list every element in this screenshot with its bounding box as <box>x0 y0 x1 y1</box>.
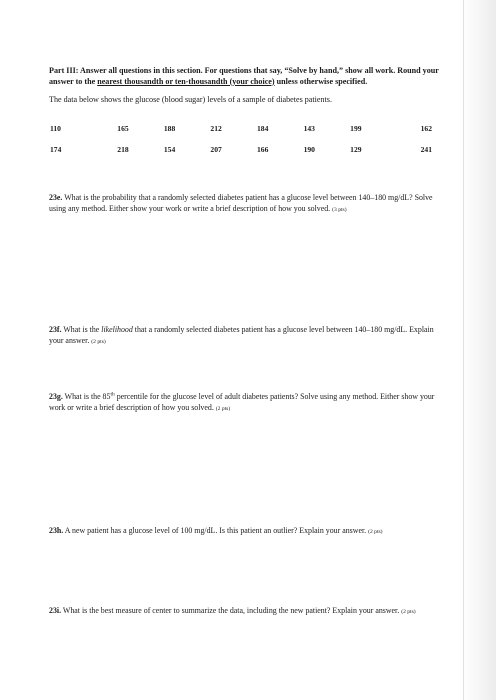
data-cell: 154 <box>163 144 176 154</box>
points-label: (2 pts) <box>91 338 106 345</box>
points-label: (2 pts) <box>368 529 383 535</box>
data-intro: The data below shows the glucose (blood sugar) levels of a sample of diabetes patients. <box>49 95 332 105</box>
data-cell: 241 <box>420 144 432 154</box>
question-23i: 23i. What is the best measure of center to summarize the data, including the new patient? Explain your answer. (2 pts) <box>49 606 416 615</box>
data-row <box>49 118 434 139</box>
instructions: Part III: Answer all questions in this section. For questions that say, “Solve by hand,” show all work. Round your answer to the nearest thousandth or ten-thousandth (your choice) unless otherwise specified. <box>49 66 439 86</box>
data-cell: 143 <box>303 123 315 133</box>
question-number: 23e. <box>49 193 63 202</box>
data-cell: 190 <box>303 144 315 154</box>
data-cell: 166 <box>257 144 269 154</box>
question-number: 23h. <box>49 526 64 535</box>
points-label: (2 pts) <box>401 609 416 615</box>
glucose-data-body <box>49 118 434 160</box>
data-cell: 212 <box>210 123 222 133</box>
points-label: (3 pts) <box>332 206 347 213</box>
worksheet-header <box>49 66 449 160</box>
data-cell: 184 <box>257 123 269 133</box>
question-23f: 23f. What is the likelihood that a randomly selected diabetes patient has a glucose level between 140–180 mg/dL. Explain your answer. (2 pts) <box>49 325 434 345</box>
page-edge-shadow <box>462 0 496 700</box>
data-cell: 162 <box>420 123 432 133</box>
question-number: 23f. <box>49 325 62 334</box>
data-cell: 165 <box>117 123 129 133</box>
data-cell: 199 <box>350 123 362 133</box>
data-cell: 218 <box>117 144 129 154</box>
ordinal-suffix: th <box>110 391 115 398</box>
emphasis-likelihood: likelihood <box>101 325 133 334</box>
question-23h: 23h. A new patient has a glucose level of 100 mg/dL. Is this patient an outlier? Explain your answer. (2 pts) <box>49 526 383 535</box>
question-number: 23g. <box>49 392 63 401</box>
data-cell: 110 <box>50 123 61 133</box>
data-cell: 174 <box>50 144 62 154</box>
points-label: (2 pts) <box>215 405 231 412</box>
rounding-rule: nearest thousandth or ten-thousandth (your choice) <box>97 76 275 86</box>
data-cell: 129 <box>350 144 362 154</box>
question-23e: 23e. What is the probability that a randomly selected diabetes patient has a glucose level between 140–180 mg/dL? Solve using any method. Either show your work or write a brief description of how you solved. (3 pts) <box>49 193 433 213</box>
data-cell: 188 <box>163 123 176 133</box>
question-23g: 23g. What is the 85th percentile for the glucose level of adult diabetes patients? Solve using any method. Either show your work or write a brief description of how you solved. (2 pts) <box>49 391 435 412</box>
data-row <box>49 139 434 160</box>
page-edge-line <box>463 0 464 700</box>
question-number: 23i. <box>49 606 62 615</box>
part-label: Part III: <box>49 66 81 75</box>
data-cell: 207 <box>210 144 222 154</box>
glucose-data-table <box>49 118 434 160</box>
